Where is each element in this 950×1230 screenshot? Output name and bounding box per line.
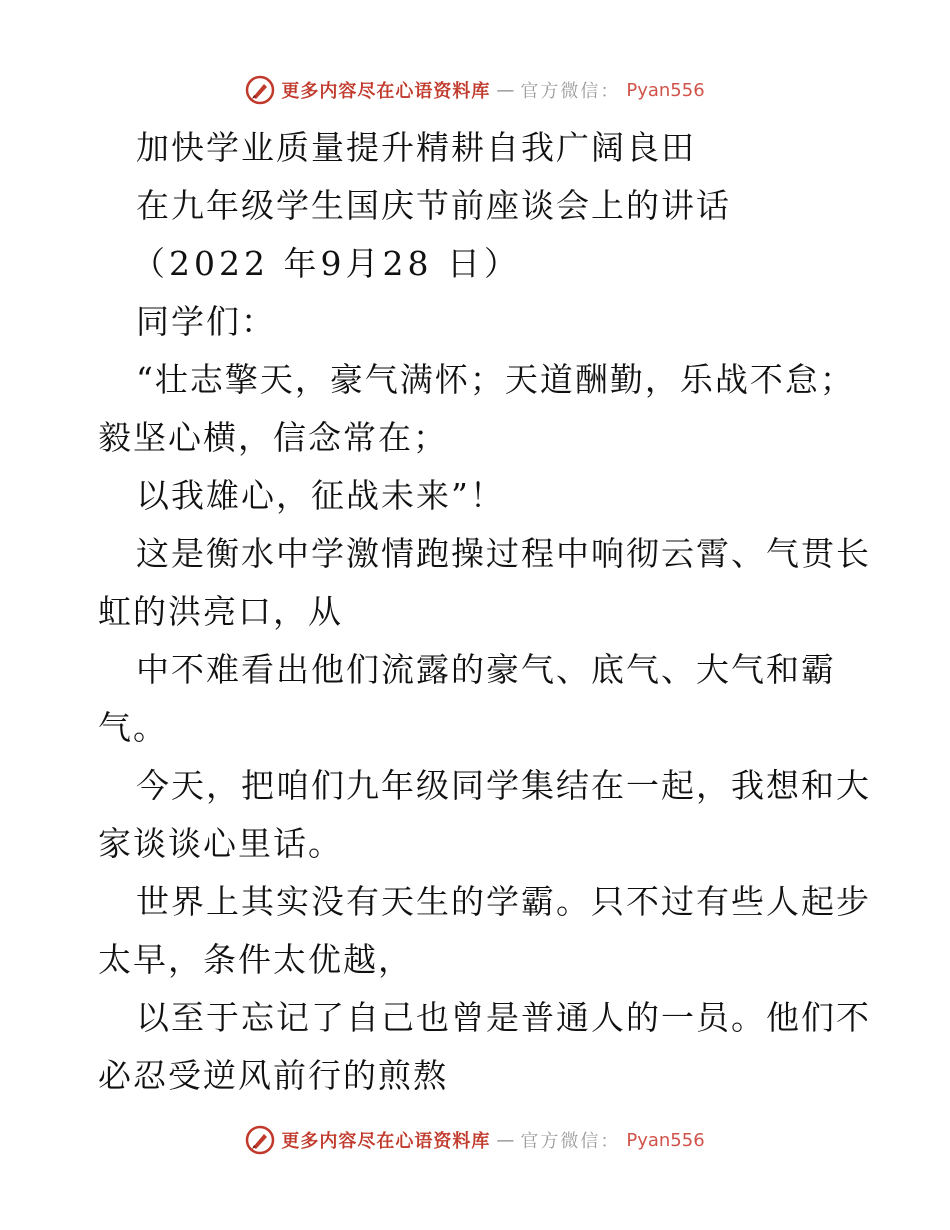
watermark-label: 官方微信： [520, 1131, 621, 1152]
doc-line: 毅坚心横，信念常在； [98, 418, 448, 457]
doc-date: （2022 年9月28 日） [132, 244, 521, 283]
doc-line: 气。 [98, 708, 168, 747]
doc-line: 这是衡水中学激情跑操过程中响彻云霄、气贯长 [136, 534, 871, 573]
footer-watermark [0, 1122, 950, 1158]
document-body [98, 119, 871, 1105]
doc-title: 加快学业质量提升精耕自我广阔良田 [136, 128, 696, 167]
watermark-wechat-id: Pyan556 [626, 79, 705, 101]
pen-logo-icon [245, 75, 275, 105]
watermark-wechat-id: Pyan556 [626, 1129, 705, 1151]
doc-subtitle: 在九年级学生国庆节前座谈会上的讲话 [136, 186, 731, 225]
watermark-brand: 更多内容尽在心语资料库 [281, 81, 491, 102]
doc-line: 今天，把咱们九年级同学集结在一起，我想和大 [136, 766, 871, 805]
doc-line: 中不难看出他们流露的豪气、底气、大气和霸 [136, 650, 836, 689]
watermark-separator: — [496, 79, 515, 101]
doc-line: 必忍受逆风前行的煎熬 [98, 1056, 448, 1095]
doc-line: 太早，条件太优越， [98, 940, 413, 979]
doc-line: 世界上其实没有天生的学霸。只不过有些人起步 [136, 882, 871, 921]
doc-salutation: 同学们： [136, 302, 276, 341]
watermark-label: 官方微信： [520, 81, 621, 102]
doc-line: 家谈谈心里话。 [98, 824, 343, 863]
doc-line: 以至于忘记了自己也曾是普通人的一员。他们不 [136, 998, 871, 1037]
pen-logo-icon [245, 1125, 275, 1155]
doc-line: 虹的洪亮口，从 [98, 592, 343, 631]
header-watermark [0, 72, 950, 108]
doc-line: 以我雄心，征战未来”！ [136, 476, 505, 515]
watermark-separator: — [496, 1129, 515, 1151]
doc-line: “壮志擎天，豪气满怀；天道酬勤，乐战不怠； [136, 360, 855, 399]
watermark-brand: 更多内容尽在心语资料库 [281, 1131, 491, 1152]
